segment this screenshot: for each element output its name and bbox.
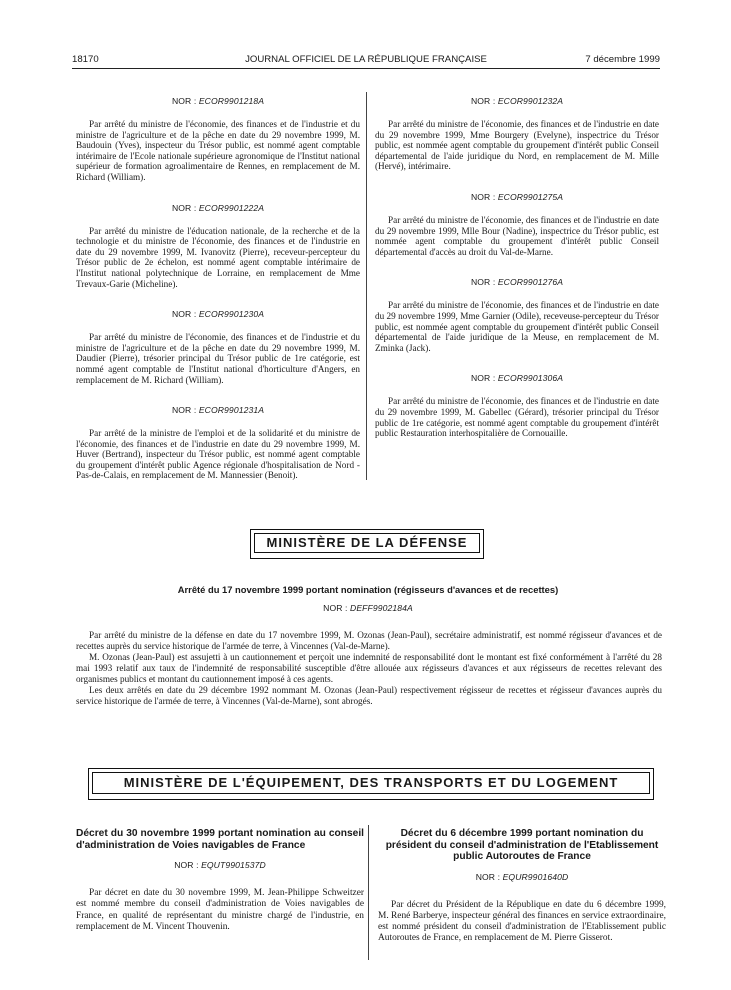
ministry-heading-equipement [88, 768, 654, 800]
entry-text: Par arrêté du ministre de l'économie, des finances et de l'industrie en date du 29 novembre 1999, Mme Garnier (Odile), receveuse-percepteur du Trésor public, est nommée agent comptable du groupement d'intérêt public Conseil départemental de l'aide juridique de la Meuse, en remplacement de M. Zminka (Jack). [375, 300, 659, 353]
nor-code: ECOR9901232A [497, 96, 564, 106]
nor-code: ECOR9901306A [497, 373, 564, 384]
ministry-heading-defense [250, 529, 484, 559]
decree-title: Décret du 6 décembre 1999 portant nomination du président du conseil d'administration de l'Etablissement public Autoroutes de France [385, 828, 659, 862]
decree-left [76, 828, 364, 933]
left-column [76, 96, 360, 501]
nor-code: ECOR9901218A [198, 96, 265, 106]
right-column [375, 96, 659, 459]
arrete-title: Arrêté du 17 novembre 1999 portant nomination (régisseurs d'avances et de recettes) [177, 584, 559, 595]
decree-text: Par décret du Président de la République en date du 6 décembre 1999, M. René Barberye, inspecteur général des finances en service extraordinaire, est nommé président du conseil d'administration de l'Etablissement public Autoroutes de France, en remplacement de M. Pierre Gisserot. [378, 899, 666, 944]
decree-right [378, 828, 666, 945]
nor-code: ECOR9901222A [198, 202, 265, 213]
nor-code: ECOR9901231A [198, 405, 265, 416]
nor-reference: NOR : DEFF9902184A [323, 603, 413, 613]
paragraph: Les deux arrêtés en date du 29 décembre 1992 nommant M. Ozonas (Jean-Paul) respectivement régisseur de recettes et régisseur d'avances auprès du service historique de l'armée de terre, à Vincennes (Val-de-Marne), sont abrogés. [76, 685, 662, 706]
column-divider [366, 92, 367, 480]
nor-code: ECOR9901275A [497, 191, 564, 202]
nor-reference: NOR : ECOR9901218A [171, 96, 265, 106]
nor-code: ECOR9901276A [497, 277, 564, 288]
entry-text: Par arrêté du ministre de l'économie, des finances et de l'industrie en date du 29 novembre 1999, M. Gabellec (Gérard), trésorier principal du Trésor public de 1re catégorie, est nommé agent comptable du groupement d'intérêt public Restauration interhospitalière de Cornouaille. [375, 396, 659, 439]
nor-reference: NOR : ECOR9901276A [470, 277, 564, 288]
nor-code: DEFF9902184A [350, 603, 413, 613]
entry-text: Par arrêté du ministre de l'économie, des finances et de l'industrie en date du 29 novembre 1999, Mme Bourgery (Evelyne), inspectrice du Trésor public, est nommée agent comptable du groupement d'intérêt public Conseil départemental de l'aide juridique du Nord, en remplacement de M. Mille (Hervé), intérimaire. [375, 119, 659, 172]
entry-text: Par arrêté du ministre de l'économie, des finances et de l'industrie et du ministre de l'agriculture et de la pêche en date du 29 novembre 1999, M. Daudier (Pierre), trésorier principal du Trésor public de 1re catégorie, est nommé agent comptable de l'Institut national d'horticulture d'Angers, en remplacement de M. Richard (William). [76, 332, 360, 385]
journal-title: JOURNAL OFFICIEL DE LA RÉPUBLIQUE FRANÇAISE [245, 54, 487, 65]
ministry-title: MINISTÈRE DE LA DÉFENSE [254, 533, 480, 553]
entry [375, 277, 659, 353]
entry-text: Par arrêté du ministre de l'éducation nationale, de la recherche et de la technologie et du ministre de l'économie, des finances et de l'industrie en date du 29 novembre 1999, M. Ivanovitz (Pierre), receveur-percepteur du Trésor public de 2e échelon, est nommé agent comptable intérimaire de l'Institut national polytechnique de Lorraine, en remplacement de Mme Trevaux-Garie (Micheline). [76, 225, 360, 289]
entry [375, 192, 659, 257]
defense-body [76, 630, 662, 707]
nor-reference: NOR : EQUT9901537D [174, 860, 266, 870]
nor-reference: NOR : ECOR9901232A [470, 96, 564, 106]
column-divider [368, 825, 369, 960]
entry [375, 373, 659, 438]
entry [76, 203, 360, 290]
entry [375, 96, 659, 172]
nor-code: EQUR9901640D [502, 871, 569, 882]
page-header [72, 54, 660, 68]
nor-reference: NOR : ECOR9901275A [470, 191, 564, 202]
entry-text: Par arrêté du ministre de l'économie, des finances et de l'industrie en date du 29 novembre 1999, Mlle Bour (Nadine), inspectrice du Trésor public, est nommée agent comptable du groupement d'intérêt public Conseil départemental d'accès au droit du Val-de-Marne. [375, 214, 659, 257]
header-rule [72, 68, 660, 69]
entry [76, 405, 360, 481]
nor-reference: NOR : ECOR9901231A [171, 405, 265, 416]
nor-reference: NOR : ECOR9901230A [171, 309, 265, 320]
decree-title: Décret du 30 novembre 1999 portant nomination au conseil d'administration de Voies navigables de France [76, 828, 364, 851]
entry [76, 309, 360, 385]
page-number: 18170 [72, 54, 99, 65]
entry [76, 96, 360, 183]
nor-reference: NOR : ECOR9901222A [171, 202, 265, 213]
ministry-title: MINISTÈRE DE L'ÉQUIPEMENT, DES TRANSPORTS ET DU LOGEMENT [92, 772, 650, 794]
entry-text: Par arrêté du ministre de l'économie, des finances et de l'industrie et du ministre de l'agriculture et de la pêche en date du 29 novembre 1999, M. Baudouin (Yves), inspecteur du Trésor public, est nommé agent comptable intérimaire de l'Ecole nationale supérieure agronomique de l'Institut national supérieur de formation agroalimentaire de Rennes, en remplacement de M. Richard (William). [76, 119, 360, 182]
entry-text: Par arrêté de la ministre de l'emploi et de la solidarité et du ministre de l'économie, des finances et de l'industrie en date du 29 novembre 1999, M. Huver (Bertrand), inspecteur du Trésor public, est nommé agent comptable du groupement d'intérêt public Agence régionale d'hospitalisation de Nord - Pas-de-Calais, en remplacement de M. Mannessier (Benoit). [76, 428, 360, 481]
paragraph: Par arrêté du ministre de la défense en date du 17 novembre 1999, M. Ozonas (Jean-Paul), secrétaire administratif, est nommé régisseur d'avances et de recettes auprès du service historique de l'armée de terre, à Vincennes (Val-de-Marne). [76, 630, 662, 651]
nor-code: ECOR9901230A [198, 309, 265, 320]
paragraph: M. Ozonas (Jean-Paul) est assujetti à un cautionnement et perçoit une indemnité de responsabilité dont le montant est fixé conformément à l'arrêté du 28 mai 1993 relatif aux taux de l'indemnité de responsabilité susceptible d'être allouée aux régisseurs d'avances et aux régisseurs de recettes relevant des organismes publics et montant du cautionnement imposé à ces agents. [76, 652, 662, 684]
decree-text: Par décret en date du 30 novembre 1999, M. Jean-Philippe Schweitzer est nommé membre du conseil d'administration de Voies navigables de France, en qualité de représentant du ministre chargé de l'industrie, en remplacement de M. Vincent Thouvenin. [76, 888, 364, 932]
nor-code: EQUT9901537D [201, 860, 266, 870]
issue-date: 7 décembre 1999 [585, 54, 660, 65]
nor-reference: NOR : EQUR9901640D [475, 871, 569, 882]
nor-reference: NOR : ECOR9901306A [470, 373, 564, 384]
